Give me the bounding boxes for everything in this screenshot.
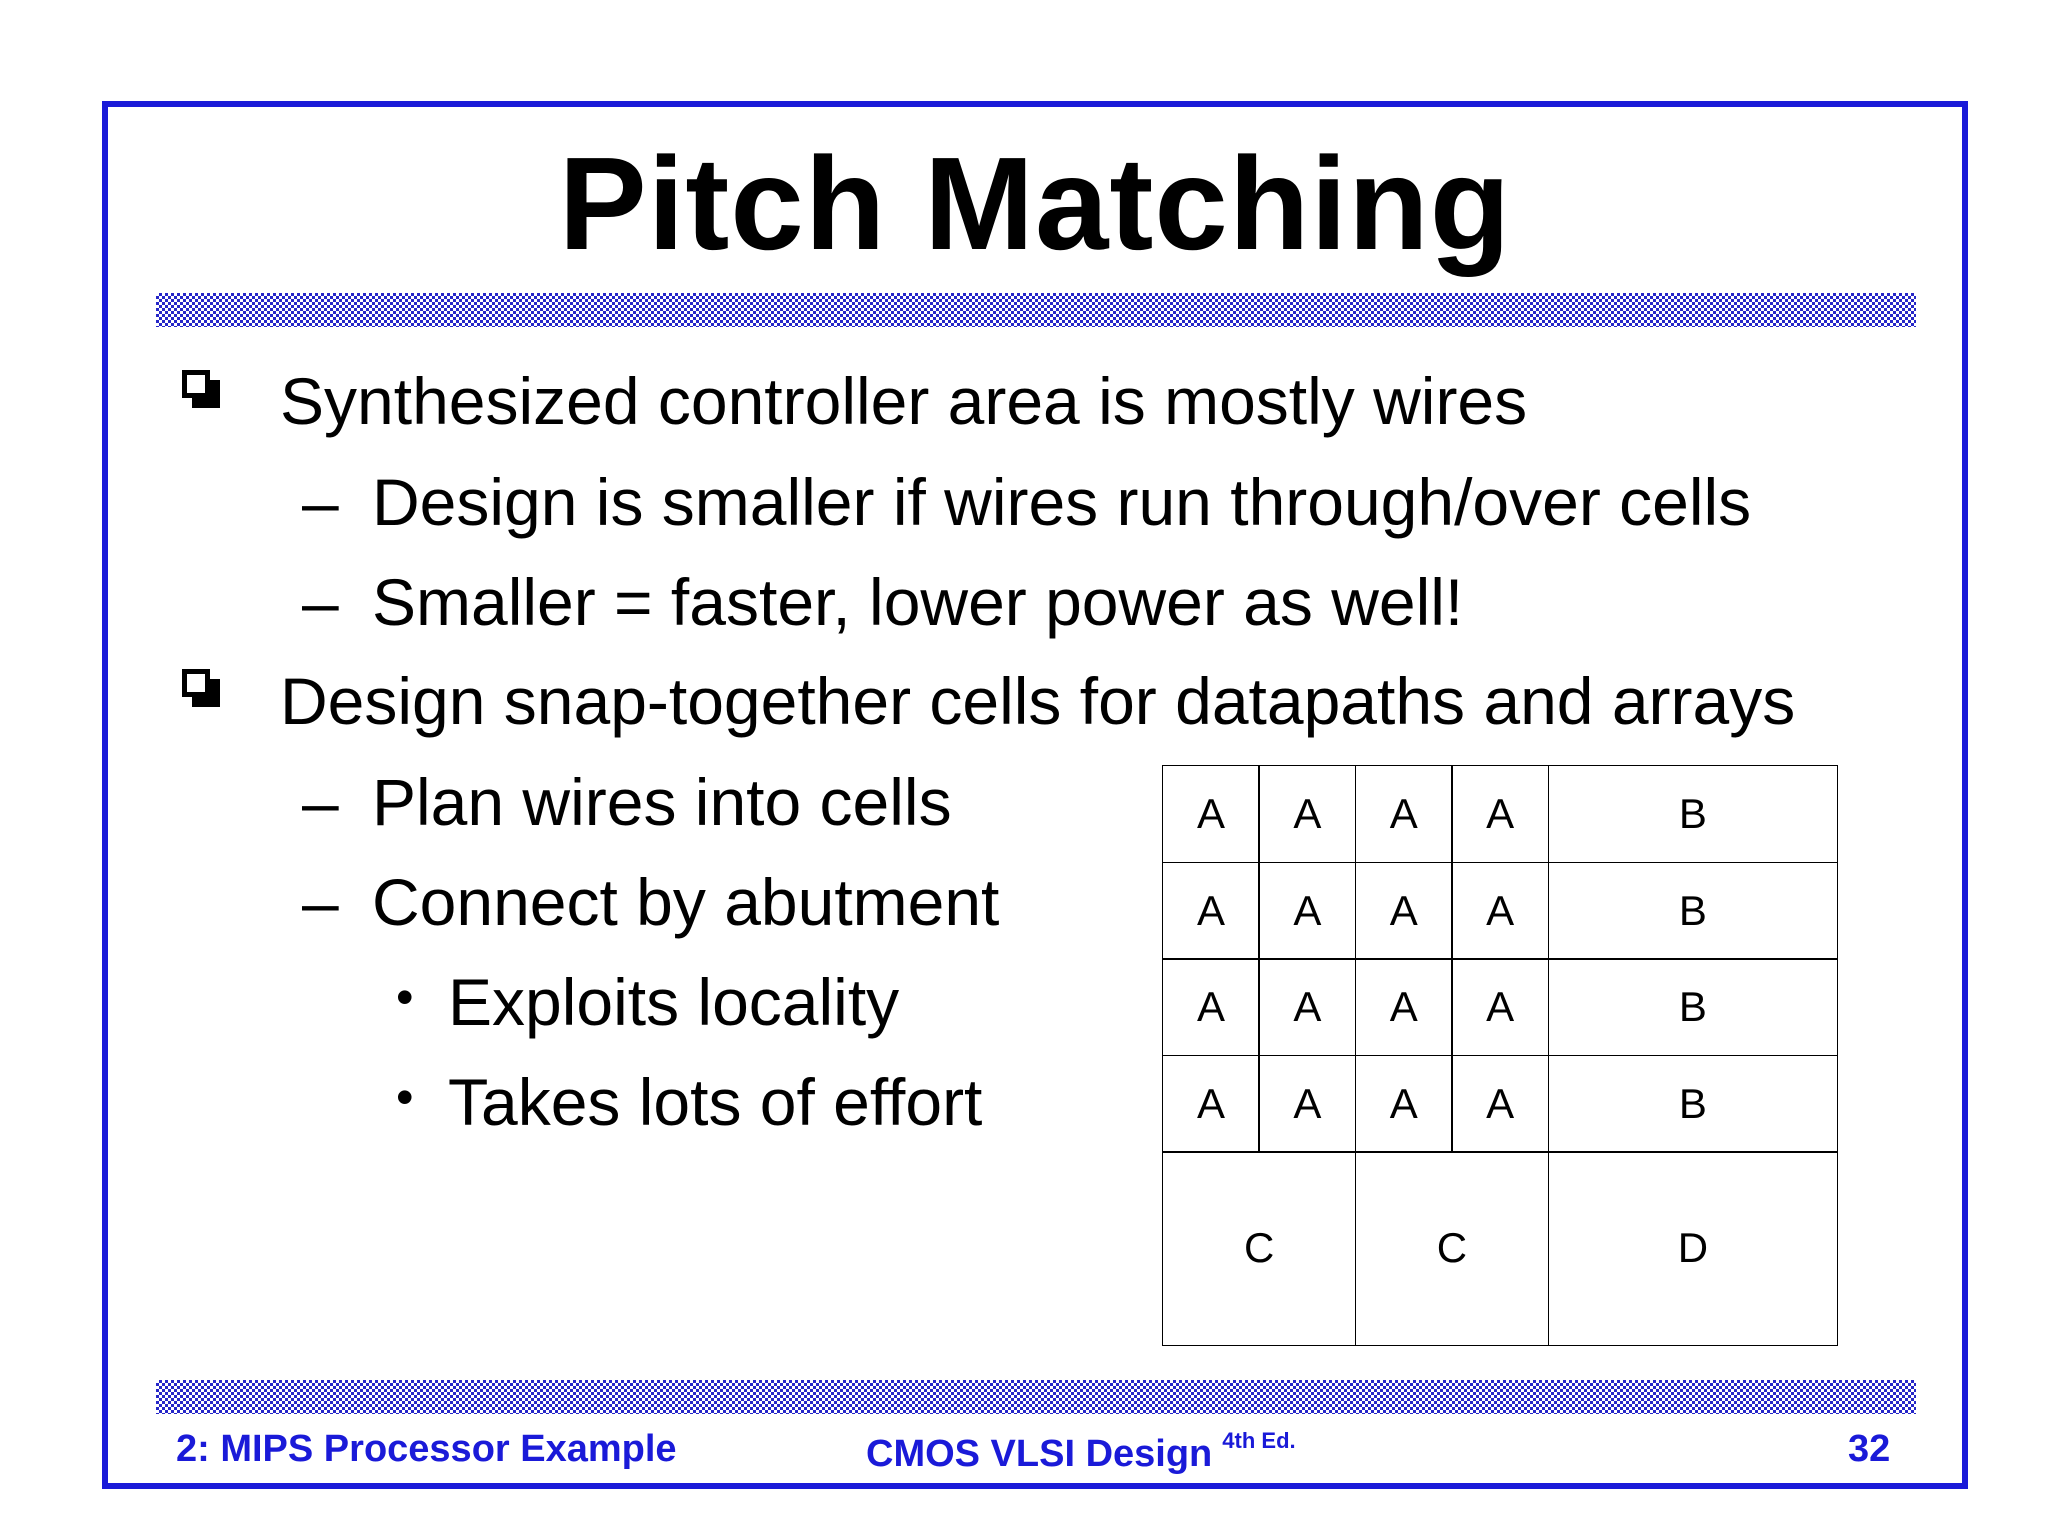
sub-sub-bullet-text: Exploits locality bbox=[448, 965, 900, 1039]
dash-marker: – bbox=[302, 565, 339, 639]
footer-book-name: CMOS VLSI Design bbox=[866, 1433, 1213, 1475]
cell-layout-diagram bbox=[1162, 765, 1837, 1344]
layout-cell-a: A bbox=[1451, 958, 1549, 1056]
layout-cell-b: B bbox=[1548, 958, 1839, 1056]
layout-cell-d: D bbox=[1548, 1151, 1839, 1346]
layout-cell-a: A bbox=[1355, 1055, 1453, 1153]
dash-marker: – bbox=[302, 865, 339, 939]
box-bullet-icon bbox=[182, 370, 220, 408]
layout-cell-a: A bbox=[1451, 862, 1549, 960]
sub-bullet-text: Smaller = faster, lower power as well! bbox=[372, 565, 1464, 639]
layout-cell-a: A bbox=[1258, 1055, 1356, 1153]
footer-book-title bbox=[866, 1430, 1296, 1473]
layout-cell-a: A bbox=[1355, 862, 1453, 960]
title-divider bbox=[156, 293, 1916, 327]
layout-cell-a: A bbox=[1162, 765, 1260, 863]
dash-marker: – bbox=[302, 465, 339, 539]
page-number: 32 bbox=[1848, 1428, 1891, 1470]
layout-cell-a: A bbox=[1258, 862, 1356, 960]
layout-cell-b: B bbox=[1548, 862, 1839, 960]
box-bullet-icon bbox=[182, 669, 220, 707]
sub-bullet-text: Plan wires into cells bbox=[372, 765, 952, 839]
bullet-text: Design snap-together cells for datapaths and arrays bbox=[280, 664, 1796, 738]
footer-divider bbox=[156, 1380, 1916, 1414]
layout-cell-c: C bbox=[1355, 1151, 1549, 1346]
sub-sub-bullet-text: Takes lots of effort bbox=[448, 1065, 983, 1139]
layout-cell-a: A bbox=[1258, 958, 1356, 1056]
layout-cell-c: C bbox=[1162, 1151, 1356, 1346]
layout-cell-b: B bbox=[1548, 1055, 1839, 1153]
footer-edition: 4th Ed. bbox=[1222, 1428, 1296, 1453]
dash-marker: – bbox=[302, 765, 339, 839]
layout-cell-a: A bbox=[1451, 1055, 1549, 1153]
layout-cell-a: A bbox=[1162, 958, 1260, 1056]
layout-cell-a: A bbox=[1451, 765, 1549, 863]
layout-cell-a: A bbox=[1258, 765, 1356, 863]
footer-chapter: 2: MIPS Processor Example bbox=[176, 1428, 677, 1470]
dot-marker: • bbox=[396, 969, 414, 1025]
layout-cell-a: A bbox=[1162, 1055, 1260, 1153]
sub-bullet-text: Connect by abutment bbox=[372, 865, 1000, 939]
bullet-text: Synthesized controller area is mostly wires bbox=[280, 364, 1528, 438]
slide-title: Pitch Matching bbox=[558, 130, 1512, 277]
layout-cell-a: A bbox=[1355, 958, 1453, 1056]
sub-bullet-text: Design is smaller if wires run through/over cells bbox=[372, 465, 1752, 539]
dot-marker: • bbox=[396, 1069, 414, 1125]
layout-cell-a: A bbox=[1162, 862, 1260, 960]
layout-cell-b: B bbox=[1548, 765, 1839, 863]
layout-cell-a: A bbox=[1355, 765, 1453, 863]
